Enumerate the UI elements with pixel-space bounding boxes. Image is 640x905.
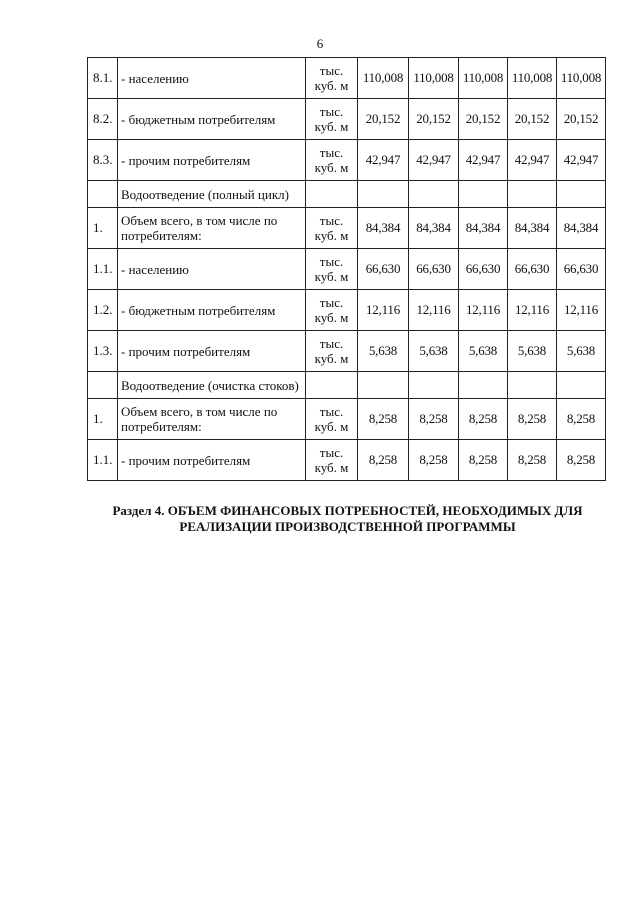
empty-cell bbox=[557, 372, 606, 399]
empty-cell bbox=[409, 181, 459, 208]
value-cell: 8,258 bbox=[358, 440, 409, 481]
value-cell: 8,258 bbox=[409, 399, 459, 440]
row-number: 1. bbox=[88, 399, 118, 440]
value-cell: 12,116 bbox=[358, 290, 409, 331]
unit-of-measure: тыс. куб. м bbox=[306, 140, 358, 181]
row-number: 1.2. bbox=[88, 290, 118, 331]
unit-of-measure: тыс. куб. м bbox=[306, 58, 358, 99]
value-cell: 8,258 bbox=[557, 399, 606, 440]
value-cell: 5,638 bbox=[508, 331, 557, 372]
indicator-name: - прочим потребителям bbox=[118, 440, 306, 481]
row-number: 1.3. bbox=[88, 331, 118, 372]
table-row bbox=[88, 140, 606, 181]
table-row bbox=[88, 399, 606, 440]
value-cell: 5,638 bbox=[459, 331, 508, 372]
value-cell: 42,947 bbox=[459, 140, 508, 181]
value-cell: 84,384 bbox=[557, 208, 606, 249]
table-row bbox=[88, 99, 606, 140]
section-row bbox=[88, 372, 606, 399]
value-cell: 42,947 bbox=[557, 140, 606, 181]
value-cell: 12,116 bbox=[409, 290, 459, 331]
value-cell: 66,630 bbox=[409, 249, 459, 290]
empty-cell bbox=[557, 181, 606, 208]
row-number: 8.1. bbox=[88, 58, 118, 99]
indicator-name: - бюджетным потребителям bbox=[118, 290, 306, 331]
value-cell: 20,152 bbox=[459, 99, 508, 140]
value-cell: 20,152 bbox=[557, 99, 606, 140]
value-cell: 42,947 bbox=[409, 140, 459, 181]
value-cell: 42,947 bbox=[508, 140, 557, 181]
section-title: Водоотведение (очистка стоков) bbox=[118, 372, 306, 399]
value-cell: 8,258 bbox=[358, 399, 409, 440]
indicator-name: - бюджетным потребителям bbox=[118, 99, 306, 140]
value-cell: 110,008 bbox=[557, 58, 606, 99]
value-cell: 42,947 bbox=[358, 140, 409, 181]
empty-cell bbox=[459, 181, 508, 208]
empty-cell bbox=[306, 372, 358, 399]
row-number: 8.3. bbox=[88, 140, 118, 181]
value-cell: 110,008 bbox=[459, 58, 508, 99]
table-row bbox=[88, 440, 606, 481]
value-cell: 110,008 bbox=[508, 58, 557, 99]
value-cell: 8,258 bbox=[508, 399, 557, 440]
unit-of-measure: тыс. куб. м bbox=[306, 331, 358, 372]
unit-of-measure: тыс. куб. м bbox=[306, 99, 358, 140]
table-row bbox=[88, 290, 606, 331]
empty-cell bbox=[409, 372, 459, 399]
value-cell: 12,116 bbox=[508, 290, 557, 331]
indicator-name: Объем всего, в том числе по потребителям: bbox=[118, 399, 306, 440]
value-cell: 20,152 bbox=[409, 99, 459, 140]
value-cell: 66,630 bbox=[508, 249, 557, 290]
row-number: 8.2. bbox=[88, 99, 118, 140]
table-row bbox=[88, 249, 606, 290]
empty-cell bbox=[358, 181, 409, 208]
table-body bbox=[88, 58, 606, 481]
section-heading: Раздел 4. ОБЪЕМ ФИНАНСОВЫХ ПОТРЕБНОСТЕЙ, НЕОБХОДИМЫХ ДЛЯ РЕАЛИЗАЦИИ ПРОИЗВОДСТВЕННОЙ ПРОГРАММЫ bbox=[112, 503, 583, 534]
indicator-name: - прочим потребителям bbox=[118, 331, 306, 372]
value-cell: 84,384 bbox=[358, 208, 409, 249]
indicator-name: - населению bbox=[118, 249, 306, 290]
value-cell: 20,152 bbox=[358, 99, 409, 140]
empty-cell bbox=[459, 372, 508, 399]
empty-cell bbox=[306, 181, 358, 208]
section-row bbox=[88, 181, 606, 208]
value-cell: 8,258 bbox=[409, 440, 459, 481]
page-number: 6 bbox=[316, 36, 324, 51]
value-cell: 8,258 bbox=[557, 440, 606, 481]
value-cell: 84,384 bbox=[508, 208, 557, 249]
row-number-cell bbox=[88, 372, 118, 399]
value-cell: 66,630 bbox=[557, 249, 606, 290]
value-cell: 8,258 bbox=[508, 440, 557, 481]
row-number-cell bbox=[88, 181, 118, 208]
indicator-name: - населению bbox=[118, 58, 306, 99]
unit-of-measure: тыс. куб. м bbox=[306, 440, 358, 481]
value-cell: 110,008 bbox=[409, 58, 459, 99]
production-program-table bbox=[87, 57, 606, 481]
unit-of-measure: тыс. куб. м bbox=[306, 249, 358, 290]
indicator-name: - прочим потребителям bbox=[118, 140, 306, 181]
empty-cell bbox=[358, 372, 409, 399]
value-cell: 66,630 bbox=[358, 249, 409, 290]
value-cell: 84,384 bbox=[409, 208, 459, 249]
empty-cell bbox=[508, 181, 557, 208]
unit-of-measure: тыс. куб. м bbox=[306, 399, 358, 440]
table-row bbox=[88, 331, 606, 372]
unit-of-measure: тыс. куб. м bbox=[306, 208, 358, 249]
value-cell: 66,630 bbox=[459, 249, 508, 290]
value-cell: 12,116 bbox=[459, 290, 508, 331]
value-cell: 5,638 bbox=[358, 331, 409, 372]
value-cell: 20,152 bbox=[508, 99, 557, 140]
unit-of-measure: тыс. куб. м bbox=[306, 290, 358, 331]
indicator-name: Объем всего, в том числе по потребителям: bbox=[118, 208, 306, 249]
row-number: 1. bbox=[88, 208, 118, 249]
value-cell: 8,258 bbox=[459, 440, 508, 481]
row-number: 1.1. bbox=[88, 249, 118, 290]
value-cell: 84,384 bbox=[459, 208, 508, 249]
value-cell: 5,638 bbox=[409, 331, 459, 372]
value-cell: 12,116 bbox=[557, 290, 606, 331]
table-row bbox=[88, 58, 606, 99]
empty-cell bbox=[508, 372, 557, 399]
value-cell: 110,008 bbox=[358, 58, 409, 99]
value-cell: 5,638 bbox=[557, 331, 606, 372]
row-number: 1.1. bbox=[88, 440, 118, 481]
section-title: Водоотведение (полный цикл) bbox=[118, 181, 306, 208]
value-cell: 8,258 bbox=[459, 399, 508, 440]
table-row bbox=[88, 208, 606, 249]
